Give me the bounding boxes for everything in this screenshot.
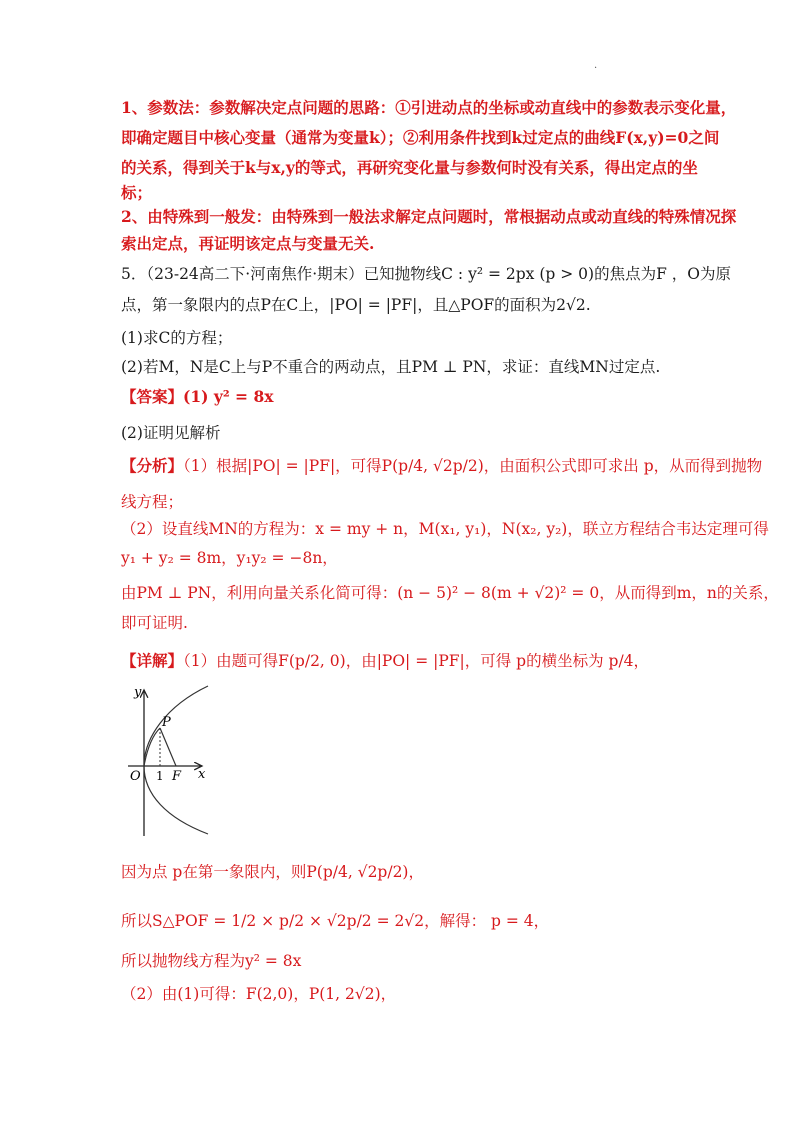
detail-label: 【详解】 [121,651,184,670]
analysis-line-5: 由PM ⊥ PN，利用向量关系化简可得：(n − 5)² − 8(m + √2)² = 0，从而得到m，n的关系， [121,584,779,602]
analysis-line-3: （2）设直线MN的方程为：x = my + n，M(x₁, y₁)，N(x₂, y₂)，联立方程结合韦达定理可得 [121,520,769,538]
header-dot: . [594,60,598,71]
detail-line-4: 所以抛物线方程为y² = 8x [121,952,302,970]
f-label: F [172,769,182,784]
answer-part-1: (1) y² = 8x [183,387,274,406]
answer-part-2: (2)证明见解析 [121,424,221,442]
analysis-line-4: y₁ + y₂ = 8m，y₁y₂ = −8n， [121,549,338,567]
analysis-line-1 [121,456,762,476]
question-2: (2)若M，N是C上与P不重合的两动点，且PM ⊥ PN，求证：直线MN过定点. [121,358,661,376]
parabola-curve [144,686,208,834]
problem-line-1: 5．（23-24高二下·河南焦作·期末）已知抛物线C : y² = 2px (p > 0)的焦点为F ，O为原 [121,265,731,283]
tip-line-2: 即确定题目中核心变量（通常为变量k）；②利用条件找到k过定点的曲线F(x,y)=0之间 [121,128,720,147]
x-label: x [198,767,206,782]
segment-pf [160,728,176,766]
question-1: (1)求C的方程； [121,329,233,347]
detail-line-3: 所以S△POF = 1/2 × p/2 × √2p/2 = 2√2，解得： p = 4， [121,912,550,930]
detail-line-2: 因为点 p在第一象限内，则P(p/4, √2p/2)， [121,863,424,881]
tip-line-6: 索出定点，再证明该定点与变量无关. [121,234,375,253]
answer-label: 【答案】 [121,387,184,406]
analysis-label: 【分析】 [121,456,184,475]
origin-label: O [130,769,141,784]
tip-line-1: 1、参数法：参数解决定点问题的思路：①引进动点的坐标或动直线中的参数表示变化量， [121,98,737,117]
analysis-line-6: 即可证明. [121,614,188,632]
p-label: P [162,715,171,730]
tick-one-label: 1 [156,769,164,783]
problem-line-2: 点，第一象限内的点P在C上，|PO| = |PF|，且△POF的面积为2√2. [121,296,591,314]
parabola-figure [118,678,218,838]
answer-line [121,387,273,407]
analysis-line-2: 线方程； [121,493,184,511]
analysis-text-1: （1）根据|PO| = |PF|，可得P(p/4, √2p/2)，由面积公式即可求出 p，从而得到抛物 [183,457,763,475]
detail-text-1: （1）由题可得F(p/2, 0)，由|PO| = |PF|，可得 p的横坐标为 p/4， [183,652,650,670]
y-label: y [134,685,142,700]
segment-po [144,728,160,766]
tip-line-4: 标； [121,183,153,202]
detail-line-5: （2）由(1)可得：F(2,0)，P(1, 2√2)， [121,985,397,1003]
tip-line-5: 2、由特殊到一般发：由特殊到一般法求解定点问题时，常根据动点或动直线的特殊情况探 [121,207,737,226]
tip-line-3: 的关系，得到关于k与x,y的等式，再研究变化量与参数何时没有关系，得出定点的坐 [121,158,698,177]
detail-line-1 [121,651,649,671]
